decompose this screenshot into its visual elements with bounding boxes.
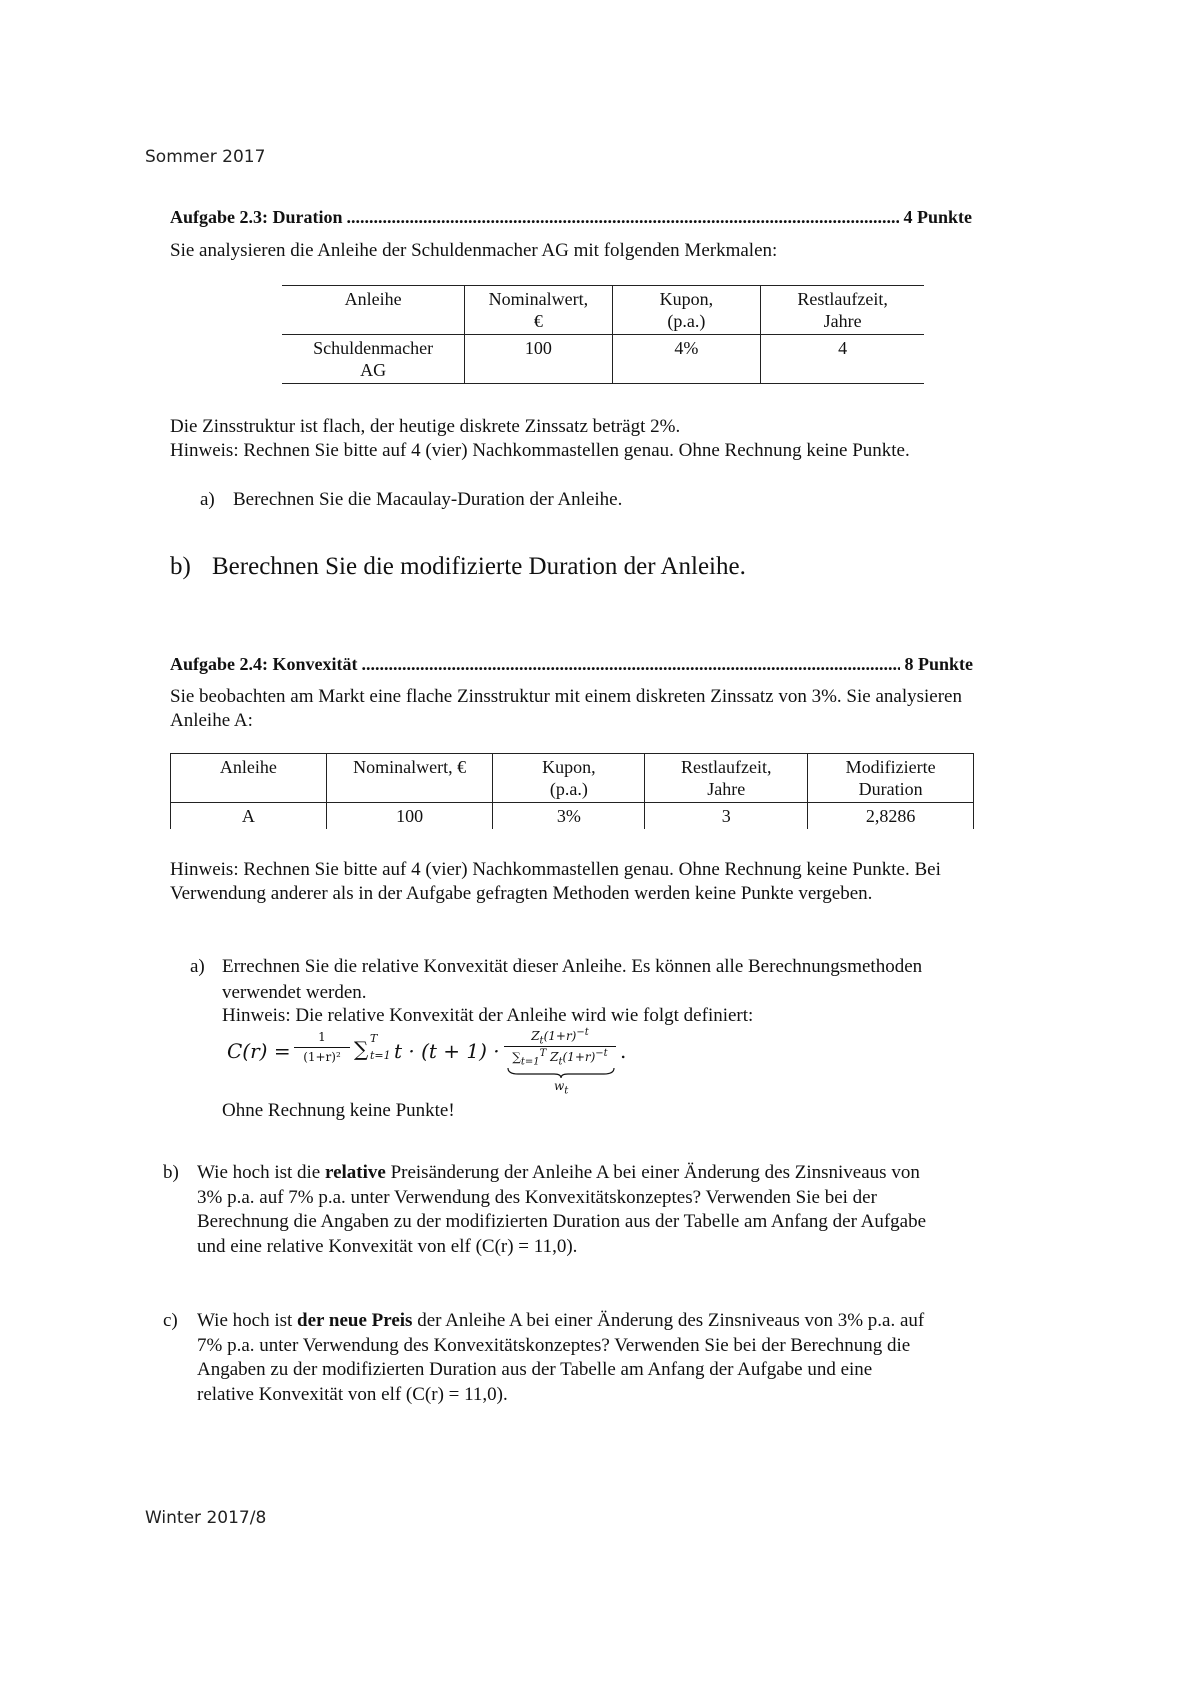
task-2-4-b-line4: und eine relative Konvexität von elf (C(r) = 11,0). (197, 1236, 578, 1257)
table-cell: Schuldenmacher AG (313, 338, 434, 380)
table-header-row (282, 286, 924, 335)
table-cell: 3% (493, 803, 645, 830)
table-header-cell: Restlaufzeit, Jahre (645, 754, 808, 803)
bond-table-schuldenmacher (282, 285, 924, 384)
table-cell: A (171, 803, 327, 830)
task-2-4-c-line3: Angaben zu der modifizierten Duration aus der Tabelle am Anfang der Aufgabe und eine (197, 1359, 873, 1380)
task-2-4-b-line1: Wie hoch ist die relative Preisänderung der Anleihe A bei einer Änderung des Zinsniveaus von (197, 1162, 920, 1183)
table-cell: 3 (645, 803, 808, 830)
season-label-top: Sommer 2017 (145, 147, 266, 167)
sum-upper-limit: T (370, 1032, 378, 1045)
task-2-4-hint-line2: Verwendung anderer als in der Aufgabe gefragten Methoden werden keine Punkte vergeben. (170, 883, 873, 904)
task-2-4-a-footer: Ohne Rechnung keine Punkte! (222, 1100, 455, 1121)
task-2-4-heading (170, 654, 973, 675)
dot-leader (362, 654, 901, 675)
season-label-bottom: Winter 2017/8 (145, 1508, 267, 1528)
task-2-3-heading (170, 207, 972, 228)
table-cell: 4% (612, 335, 761, 384)
task-2-4-title: Aufgabe 2.4: Konvexität (170, 654, 358, 674)
bond-table-a (170, 753, 974, 829)
sum-symbol: ∑ (354, 1037, 369, 1061)
fraction-bar (504, 1046, 616, 1047)
table-row (171, 803, 974, 830)
task-2-4-a-line2: verwendet werden. (222, 982, 367, 1003)
task-2-4-intro-line2: Anleihe A: (170, 710, 253, 731)
task-2-4-b-line2: 3% p.a. auf 7% p.a. unter Verwendung des Konvexitätskonzeptes? Verwenden Sie bei der (197, 1187, 877, 1208)
task-2-3-b-label: b) (170, 553, 191, 580)
task-2-4-points: 8 Punkte (904, 654, 973, 674)
underbrace (506, 1067, 616, 1079)
task-2-3-note-rate: Die Zinsstruktur ist flach, der heutige diskrete Zinssatz beträgt 2%. (170, 416, 681, 437)
formula-fraction-numerator: 1 (318, 1030, 326, 1044)
task-2-3-points: 4 Punkte (903, 207, 972, 227)
task-2-3-a-label: a) (200, 489, 215, 510)
sum-lower-limit: t=1 (370, 1049, 391, 1062)
convexity-formula (222, 1027, 642, 1097)
table-header-cell: Modifizierte Duration (808, 754, 974, 803)
weight-label: $w_t$ (554, 1079, 569, 1097)
formula-period: . (620, 1039, 627, 1063)
weight-denominator: $\sum_{t=1}^T$ $Z_t(1+r)^{-t}$ (512, 1048, 608, 1068)
task-2-4-c-line2: 7% p.a. unter Verwendung des Konvexitätskonzeptes? Verwenden Sie bei der Berechnung die (197, 1335, 911, 1356)
table-header-cell: Nominalwert, € (326, 754, 493, 803)
task-2-4-hint-line1: Hinweis: Rechnen Sie bitte auf 4 (vier) Nachkommastellen genau. Ohne Rechnung keine Punkte. Bei (170, 859, 941, 880)
weight-numerator: $Z_t(1+r)^{-t}$ (531, 1027, 589, 1047)
task-2-4-c-label: c) (163, 1310, 178, 1331)
task-2-4-c-line4: relative Konvexität von elf (C(r) = 11,0). (197, 1384, 508, 1405)
task-2-4-c-line1: Wie hoch ist der neue Preis der Anleihe A bei einer Änderung des Zinsniveaus von 3% p.a. auf (197, 1310, 925, 1331)
table-header-cell: Anleihe (344, 289, 402, 309)
task-2-3-intro: Sie analysieren die Anleihe der Schuldenmacher AG mit folgenden Merkmalen: (170, 240, 778, 261)
dot-leader (347, 207, 900, 228)
task-2-4-a-line1: Errechnen Sie die relative Konvexität dieser Anleihe. Es können alle Berechnungsmethoden (222, 956, 923, 977)
table-header-cell: Anleihe (171, 754, 327, 803)
task-2-4-b-label: b) (163, 1162, 179, 1183)
formula-lhs: C(r) = (227, 1039, 291, 1063)
table-header-cell: Kupon, (p.a.) (493, 754, 645, 803)
fraction-bar (294, 1047, 350, 1048)
task-2-3-b-text: Berechnen Sie die modifizierte Duration der Anleihe. (212, 553, 746, 580)
table-header-cell: Kupon, (p.a.) (612, 286, 761, 335)
task-2-4-b-line3: Berechnung die Angaben zu der modifizierten Duration aus der Tabelle am Anfang der Aufgabe (197, 1211, 927, 1232)
table-row (282, 335, 924, 384)
formula-fraction-denominator: (1+r)² (303, 1050, 341, 1064)
task-2-4-a-line3: Hinweis: Die relative Konvexität der Anleihe wird wie folgt definiert: (222, 1005, 754, 1026)
table-cell: 2,8286 (808, 803, 974, 830)
task-2-3-note-hint: Hinweis: Rechnen Sie bitte auf 4 (vier) Nachkommastellen genau. Ohne Rechnung keine Punkte. (170, 440, 910, 461)
table-header-cell: Restlaufzeit, Jahre (761, 286, 924, 335)
formula-term: t · (t + 1) · (394, 1039, 500, 1063)
task-2-4-a-label: a) (190, 956, 205, 977)
table-header-cell: Nominalwert, € (465, 286, 612, 335)
task-2-4-intro-line1: Sie beobachten am Markt eine flache Zinsstruktur mit einem diskreten Zinssatz von 3%. Sie analysieren (170, 686, 962, 707)
table-header-row (171, 754, 974, 803)
task-2-3-title: Aufgabe 2.3: Duration (170, 207, 343, 227)
task-2-3-a-text: Berechnen Sie die Macaulay-Duration der Anleihe. (233, 489, 623, 510)
table-cell: 100 (326, 803, 493, 830)
table-cell: 100 (465, 335, 612, 384)
table-cell: 4 (761, 335, 924, 384)
